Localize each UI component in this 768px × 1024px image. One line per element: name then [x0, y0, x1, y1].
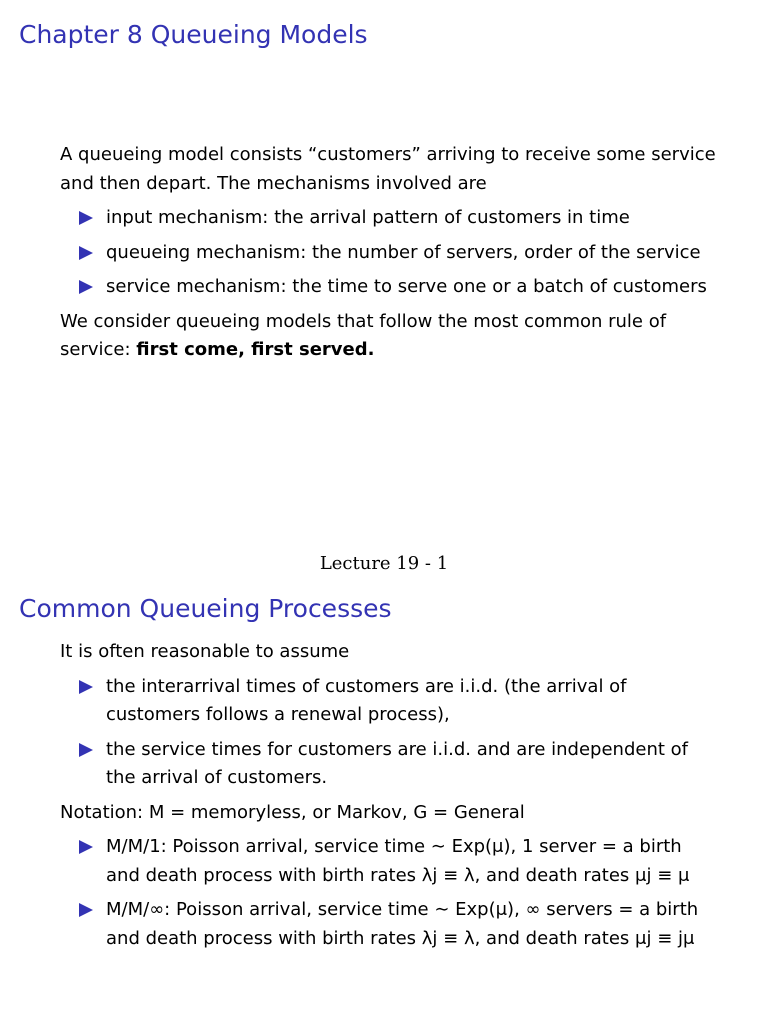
intro-paragraph: A queueing model consists “customers” arriving to receive some service and then depart. The mechanisms involved are	[60, 144, 716, 194]
list-item-text: queueing mechanism: the number of servers, order of the service	[106, 241, 701, 263]
list-item	[60, 204, 720, 233]
closing-paragraph	[60, 308, 720, 365]
assumption-list	[60, 673, 720, 793]
triangle-bullet-icon	[79, 840, 93, 854]
list-item	[60, 673, 720, 730]
list-item-text: the interarrival times of customers are i.i.d. (the arrival of customers follows a renewal process),	[106, 675, 627, 725]
mechanism-list	[60, 204, 720, 302]
list-item	[60, 736, 720, 793]
list-item	[60, 833, 720, 890]
list-item-text: the service times for customers are i.i.d. and are independent of the arrival of customers.	[106, 738, 688, 788]
closing-bold-text: first come, first served.	[136, 339, 375, 360]
intro-paragraph: It is often reasonable to assume	[60, 641, 350, 662]
list-item-text: M/M/1: Poisson arrival, service time ∼ Exp(μ), 1 server = a birth and death process with birth rates λj ≡ λ, and death rates μj ≡ μ	[106, 836, 690, 886]
closing-text: We consider queueing models that follow the most common rule of service:	[60, 310, 667, 360]
model-list	[60, 833, 720, 953]
slide-footer: Lecture 19 - 1	[319, 553, 449, 574]
list-item	[60, 896, 720, 953]
list-item-text: M/M/∞: Poisson arrival, service time ∼ Exp(μ), ∞ servers = a birth and death process with birth rates λj ≡ λ, and death rates μj ≡ jμ	[106, 899, 699, 949]
notation-paragraph: Notation: M = memoryless, or Markov, G = General	[60, 801, 525, 823]
triangle-bullet-icon	[79, 280, 93, 294]
slide-body	[60, 638, 720, 953]
slide-title: Chapter 8 Queueing Models	[19, 20, 368, 49]
list-item	[60, 273, 720, 302]
triangle-bullet-icon	[79, 680, 93, 694]
triangle-bullet-icon	[79, 903, 93, 917]
list-item-text: service mechanism: the time to serve one or a batch of customers	[106, 276, 707, 297]
list-item-text: input mechanism: the arrival pattern of customers in time	[106, 207, 630, 228]
list-item	[60, 239, 720, 268]
triangle-bullet-icon	[79, 743, 93, 757]
slide-title: Common Queueing Processes	[19, 594, 392, 623]
slide-body	[60, 141, 720, 365]
triangle-bullet-icon	[79, 211, 93, 225]
triangle-bullet-icon	[79, 246, 93, 260]
